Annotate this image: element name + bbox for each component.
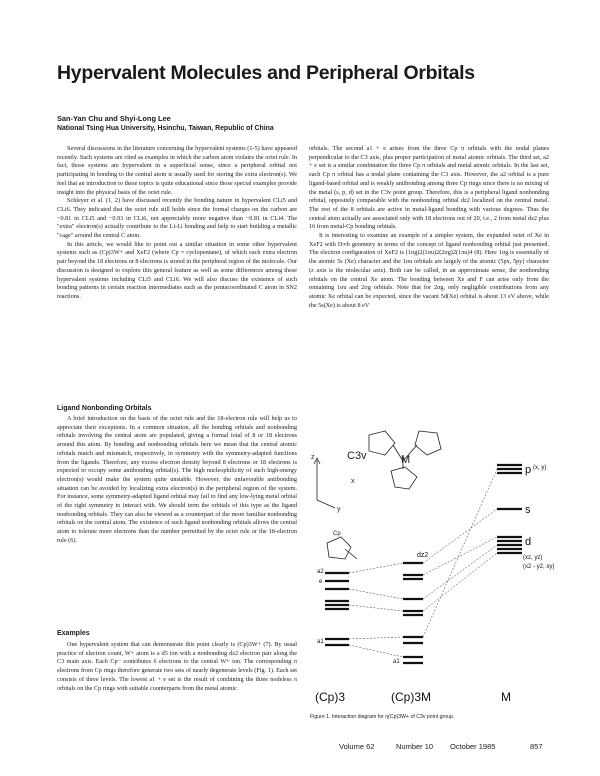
d-symmetry-label: (xz, yz): [523, 555, 543, 561]
correlation-line: [423, 553, 497, 611]
footer-number: Number 10: [396, 742, 434, 751]
cp3-label: (Cp)3: [315, 690, 346, 704]
examples-paragraph: One hypervalent system that can demonstrate this point clearly is (Cp)3W+ (7). By usual practice of electron count, W+ atom is a d5 ion with a nonbonding dz2 electron pair along the C3 main axis. Each Cp− contributes 6 electrons to the central W+ ion. The corresponding π electrons from Cp rings therefore generate two sets of nearly degenerate levels (Fig. 1). Each set consists of three levels. The lowest a1 + e set is the result of combining the three nodeless π orbitals on the Cp rings with suitable counterparts from the metal atomic: [57, 641, 297, 692]
cp-ring-top-right: [415, 431, 441, 455]
cp-ring-lower: [391, 467, 417, 489]
e-label: e: [319, 579, 323, 585]
cp-ring-label: Cp: [333, 531, 341, 537]
figure-caption: Figure 1. Interaction diagram for η(Cp)3W+ of C3v point group.: [310, 714, 455, 720]
c3v-label: C3v: [347, 450, 367, 462]
right-paragraph: It is interesting to examine an example of a simpler system, the expanded octet of Xe in XeF2 with D∞h geometry in terms of the concept of ligand nonbonding orbital just presented. The electron configuration of XeF2 is (1σg)2(1σu)2(2σg)2(1πu)4 (8). Here 1σg is essentially of the atomic 5s (Xe) character and the 1σu orbitals are largely of the atomic (5px, 5py) character (z axis is the molecular axis). Both can be called, in an approximate sense, the nonbonding orbitals on the central Xe atom. The bonding between Xe and F can arise only from the remaining 1σu and 2σg orbitals. Note that for 2σg, only negligible contributions from any atomic Xe orbital can be expected, since the vacant 5d(Xe) orbital is about 13 eV above, while the 5s(Xe) is about 8 eV: [309, 232, 549, 309]
a1-label: a1: [393, 659, 400, 665]
x-axis-label: x: [351, 478, 355, 485]
cp-link: [345, 549, 357, 559]
footer-date: October 1985: [450, 742, 496, 751]
metal-column-label: M: [501, 690, 511, 704]
d-level-label: d: [525, 536, 532, 548]
figure-svg: [307, 425, 555, 713]
intro-paragraph: Several discussions in the literature concerning the hypervalent systems (1-5) have appeared recently. Such systems are cited as examples in which the carbon atom violates the octet rule. In fact, those systems are hypervalent in a superficial sense, since a peripheral orbital not participating in bonding to the central atom is usually used for storing the extra electron(s). We feel that an introduction to these topics is quite educational since those special examples provide insight into the physical basis of the octet rule.: [57, 145, 297, 196]
section-heading-ligand: Ligand Nonbonding Orbitals: [57, 405, 152, 412]
cp-ring-left: [327, 537, 351, 559]
y-axis-line: [317, 500, 335, 508]
article-authors: San-Yan Chu and Shyi-Long Lee: [57, 114, 171, 123]
right-column: [309, 145, 549, 310]
cp-ring-top-left: [369, 431, 395, 455]
dz2-label: dz2: [417, 552, 429, 559]
correlation-line: [349, 645, 403, 657]
a1-label: a1: [317, 639, 324, 645]
footer-page-number: 857: [530, 742, 543, 751]
correlation-line: [423, 509, 497, 563]
a2-label: a2: [317, 569, 324, 575]
p-symmetry-label: (x, y): [533, 465, 547, 471]
correlation-line: [423, 537, 497, 575]
correlation-line: [349, 637, 403, 639]
metal-label: M: [401, 454, 411, 466]
ligand-section: [57, 415, 297, 546]
intro-paragraph: Schleyer et al. (1, 2) have discussed recently the bonding nature in hypervalent CLi5 and CLi6. They indicated that the octet rule still holds since the formal charges on the carbon are −0.81 in CLi5 and −0.93 in CLi6, not appreciably more negative than −0.81 in CLi4. The "extra" electron(s) actually contribute to the Li-Li bonding and help to start building a metallic "cage" around the central C atom.: [57, 197, 297, 240]
s-level-label: s: [525, 504, 531, 516]
footer-volume: Volume 62: [339, 742, 375, 751]
section-heading-examples: Examples: [57, 630, 90, 637]
correlation-line: [349, 563, 403, 573]
article-title: Hypervalent Molecules and Peripheral Orbitals: [57, 62, 475, 84]
correlation-line: [349, 605, 403, 611]
intro-paragraph: In this article, we would like to point out a similar situation in some other hypervalent systems such as (Cp)3W+ and XeF2 (where Cp = cyclopentane), of which each extra electron pair beyond the 18 electrons or 8 electrons is stored in the peripheral region of the molecule. Our discussion is designed to explore this general feature as well as some differences among these hypervalent systems including CLi5 and CLi6. We will also discuss the existence of such bonding patterns in certain reaction intermediates such as the pentacoordinated C atom in SN2 reactions.: [57, 240, 297, 300]
p-level-label: p: [525, 464, 532, 476]
left-column: [57, 145, 297, 302]
ligand-paragraph: A brief introduction on the basis of the octet rule and the 18-electron rule will help us to appreciate their exceptions. In a common situation, all the bonding orbitals and nonbonding orbitals involving the central atom are populated, giving a formal total of 8 or 18 electrons around this atom. By bonding and nonbonding orbitals here we mean that the central atomic orbitals match and mismatch, respectively, in symmetry with the symmetry-adapted functions from the ligands. Therefore, any excess electron density beyond 8 electrons or 18 electrons is expected to occupy some antibonding orbital(s). The high nucleophilicity of such high-energy electron(s) would make the system quite unstable. However, the unfavorable antibonding situation can be avoided by localizing extra electron(s) in the peripheral region of the system. For instance, some symmetry-adapted ligand orbital may fail to find any low-lying metal orbital of the right symmetry to interact with. We should term the orbitals of this type as the ligand nonbonding orbitals. They can also be viewed as a counterpart of the more familiar nonbonding orbitals on the central atom. The existence of such ligand nonbonding orbitals allows the central atom to tolerate more electrons than the number permitted by the octet rule or the 18-electron rule (6).: [57, 415, 297, 544]
z-axis-label: z: [311, 454, 315, 461]
y-axis-label: y: [337, 506, 341, 513]
cp3m-label: (Cp)3M: [391, 690, 432, 704]
right-paragraph: orbitals. The second a1 + e arises from the three Cp π orbitals with the nodal planes perpendicular to the C3 axis, plus proper participation of metal atomic orbitals. The third set, a2 + e set is a similar combination the three Cp π orbitals and metal atomic orbitals. In the last set, each Cp π orbital has a nodal plane containing the C3 axis. However, the a2 orbital is a pure ligand-based orbital and is weakly antibonding among three Cp rings since there is no mixing of the metal (s, p, d) set in the C3v point group. Therefore, this is a peripheral ligand nonbonding orbital, oppositely comparable with the nonbonding orbital dz2 localized on the central metal. The rest of the 8 orbitals are active in metal-ligand bonding with various degrees. Thus the central atom actually are associated only with 18 electrons out of 20, i.e., 2 from metal dz2 plus 16 from metal-Cp bonding orbitals.: [309, 145, 549, 231]
d-symmetry-label: (x2 - y2, xy): [523, 564, 555, 570]
interaction-diagram-figure: [307, 425, 555, 713]
examples-section: [57, 641, 297, 693]
author-affiliation: National Tsing Hua University, Hsinchu, Taiwan, Republic of China: [57, 125, 274, 132]
correlation-line: [349, 589, 403, 599]
